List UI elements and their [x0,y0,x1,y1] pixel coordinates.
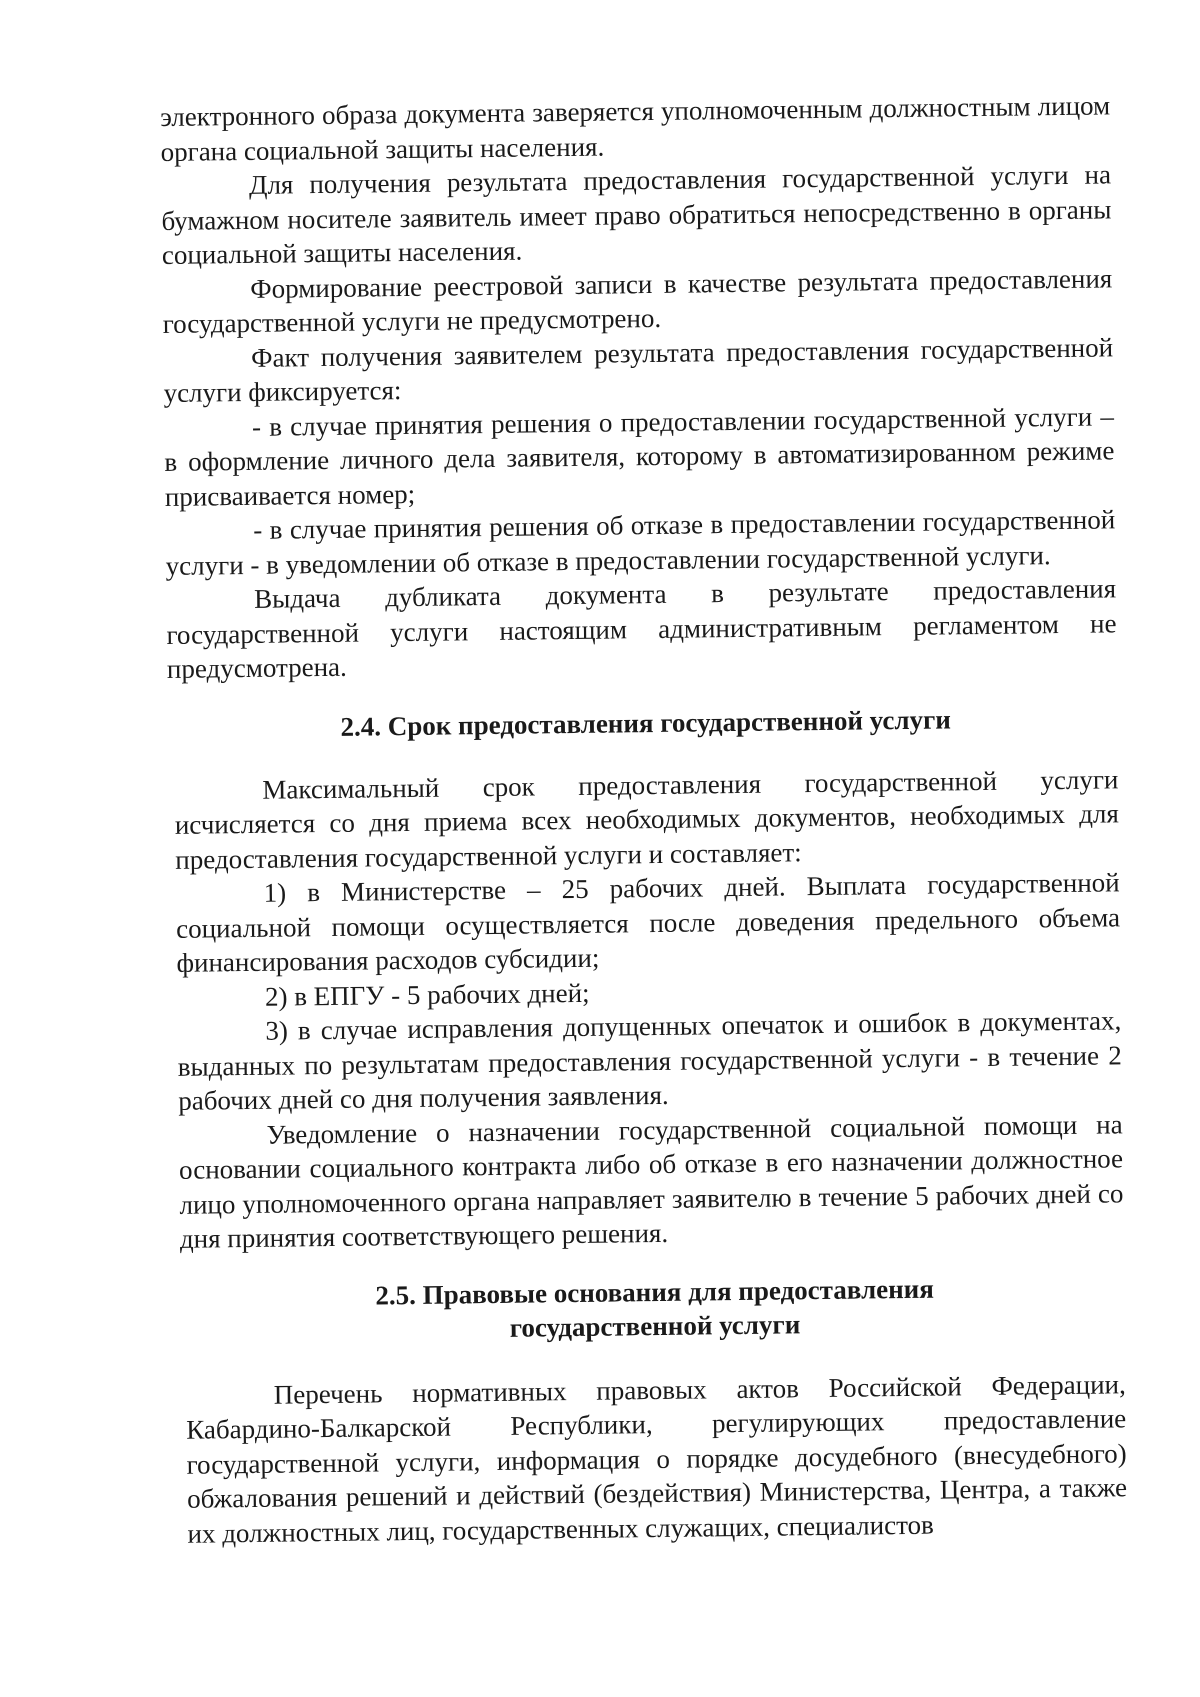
section-2-4 [173,700,1124,1256]
paragraph: электронного образа документа заверяется уполномоченным должностным лицом органа социальной защиты населения. [160,90,1111,167]
paragraph: 1) в Министерстве – 25 рабочих дней. Выплата государственной социальной помощи осуществляется после доведения предельного объема финансирования расходов субсидии; [175,867,1121,978]
paragraph: - в случае принятия решения о предоставлении государственной услуги – в оформление личного дела заявителя, которому в автоматизированном режиме присваивается номер; [164,400,1115,512]
section-heading: 2.4. Срок предоставления государственной услуги [340,703,951,742]
paragraph: Для получения результата предоставления государственной услуги на бумажном носителе заявитель имеет право обратиться непосредственно в органы социальной защиты населения. [161,159,1112,270]
paragraph: Уведомление о назначении государственной социальной помощи на основании социального контракта либо об отказе в его назначении должностное лицо уполномоченного органа направляет заявителю в течение 5 рабочих дней со дня принятия соответствующего решения. [178,1108,1124,1254]
paragraph: Формирование реестровой записи в качестве результата предоставления государственной услуги не предусмотрено. [162,262,1113,339]
section-heading-line: государственной услуги [509,1308,801,1343]
paragraph: Выдача дубликата документа в результате предоставления государственной услуги настоящим административным регламентом не предусмотрена. [166,573,1117,684]
section-heading-line: 2.5. Правовые основания для предоставления [375,1273,934,1310]
paragraph: Перечень нормативных правовых актов Российской Федерации, Кабардино-Балкарской Республики, регулирующих предоставление государственной услуги, информация о порядке досудебного (внесудебного) обжалования решений и действий (бездействия) Министерства, Центра, а также их должностных лиц, государственных служащих, специалистов [186,1368,1128,1549]
paragraph: Факт получения заявителем результата предоставления государственной услуги фиксируется: [163,331,1114,408]
paragraph: - в случае принятия решения об отказе в предоставлении государственной услуги - в уведомлении об отказе в предоставлении государственной услуги. [165,504,1116,581]
paragraph: Максимальный срок предоставления государственной услуги исчисляется со дня приема всех необходимых документов, необходимых для предоставления государственной услуги и составляет: [174,763,1119,875]
section-2-5 [184,1269,1127,1551]
document-page [160,88,1128,1550]
paragraph: 3) в случае исправления допущенных опечаток и ошибок в документах, выданных по результатам предоставления государственной услуги - в течение 2 рабочих дней со дня получения заявления. [177,1005,1122,1116]
paragraph: 2) в ЕПГУ - 5 рабочих дней; [264,977,590,1012]
section-heading-block [184,1269,1125,1348]
